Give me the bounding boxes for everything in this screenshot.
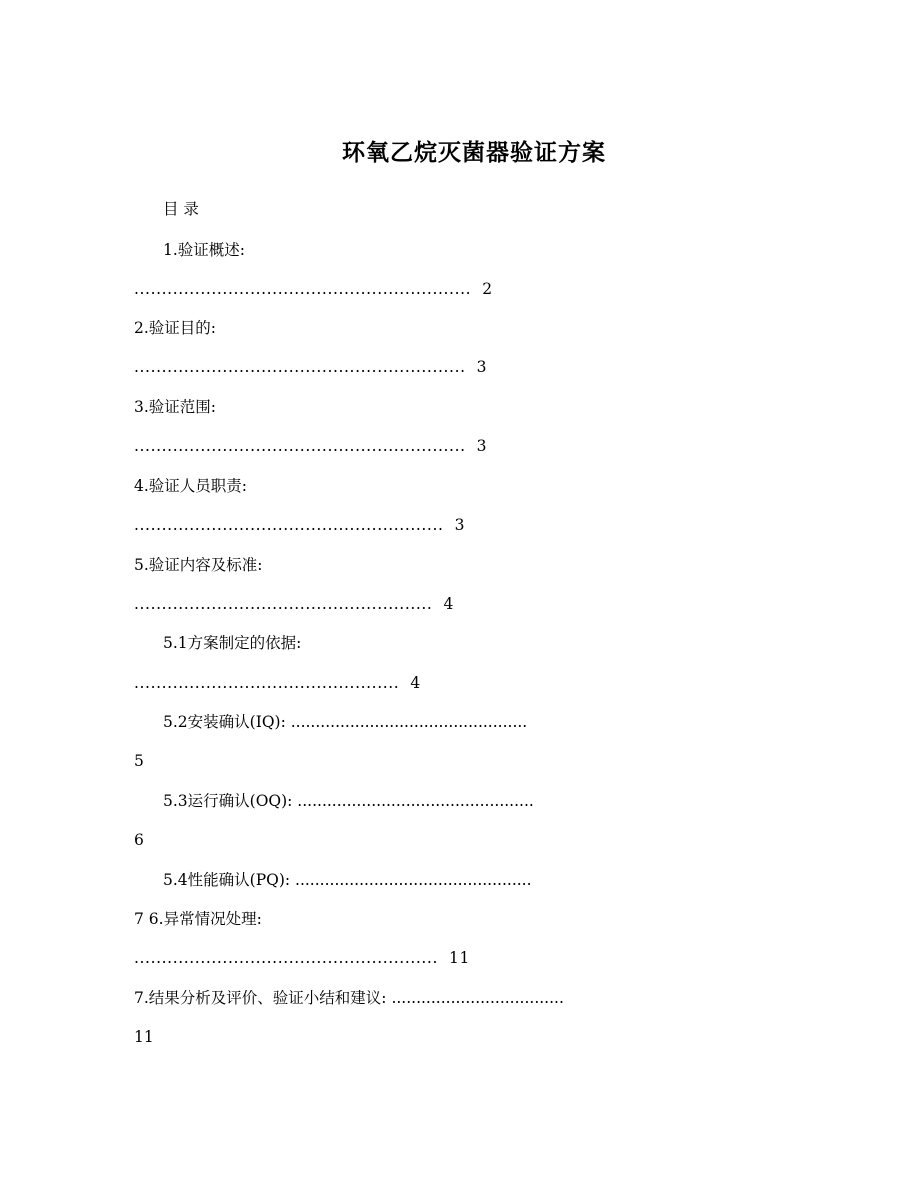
toc-leader-3: ............................................................ 3 [134,437,488,455]
toc-entry-6: 7 6.异常情况处理: [134,910,262,928]
toc-entry-2: 2.验证目的: [134,319,217,337]
toc-heading: 目 录 [163,200,199,218]
toc-page-5-2: 5 [134,752,144,770]
toc-entry-5-2: 5.2安装确认(IQ): ................................................ [163,713,528,731]
toc-page-5-3: 6 [134,831,144,849]
toc-leader-2: ............................................................ 3 [134,358,488,376]
toc-leader-5-1: ................................................ 4 [134,674,421,692]
toc-entry-5: 5.验证内容及标准: [134,556,263,574]
document-title: 环氧乙烷灭菌器验证方案 [342,139,606,166]
toc-entry-1: 1.验证概述: [163,241,246,259]
toc-entry-3: 3.验证范围: [134,398,217,416]
toc-leader-6: ....................................................... 11 [134,949,470,967]
toc-entry-5-1: 5.1方案制定的依据: [163,634,302,652]
toc-entry-5-3: 5.3运行确认(OQ): ................................................ [163,792,534,810]
toc-entry-7: 7.结果分析及评价、验证小结和建议: ................................... [134,989,564,1007]
toc-page-7: 11 [134,1028,154,1046]
toc-leader-1: ............................................................. 2 [134,280,493,298]
toc-entry-4: 4.验证人员职责: [134,477,248,495]
toc-entry-5-4: 5.4性能确认(PQ): ................................................ [163,871,532,889]
toc-leader-5: ...................................................... 4 [134,595,454,613]
toc-leader-4: ........................................................ 3 [134,516,466,534]
